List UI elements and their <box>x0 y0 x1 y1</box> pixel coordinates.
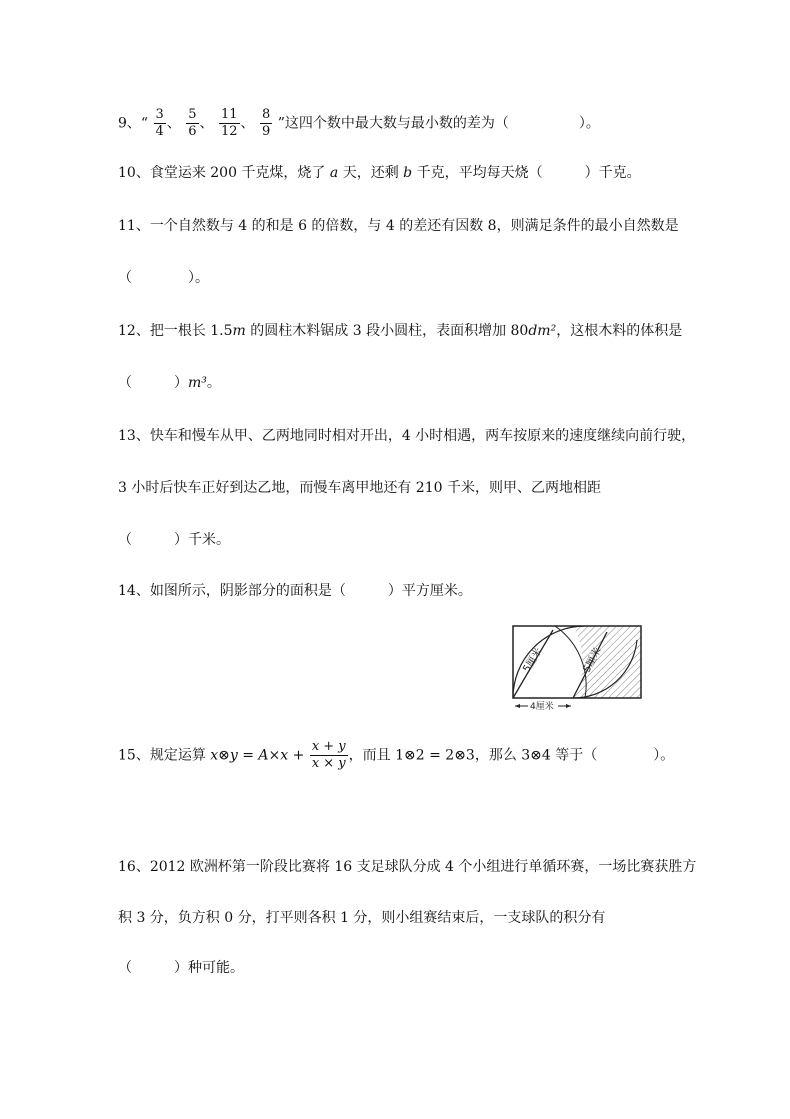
variable-a: a <box>329 165 339 181</box>
label-bottom: 4厘米 <box>530 702 554 712</box>
unit-dm2: dm² <box>528 323 557 339</box>
unit-m3: m³ <box>188 375 207 391</box>
question-15: 15、规定运算 x⊗y = A×x + $\frac{x + y}{x \times y}$ ，而且 1⊗2 = 2⊗3，那么 3⊗4 等于（ ）。 <box>118 739 675 771</box>
question-13-line1: 13、快车和慢车从甲、乙两地同时相对开出，4 小时相遇，两车按原来的速度继续向前行驶， <box>118 428 696 444</box>
question-16-line1: 16、2012 欧洲杯第一阶段比赛将 16 支足球队分成 4 个小组进行单循环赛，一场比赛获胜方 <box>118 859 697 875</box>
label-right: 5厘米 <box>581 645 604 675</box>
question-12-line2: （ ）m³。 <box>118 375 221 391</box>
fraction-11-12: $\frac{11}{12}$ <box>221 107 238 139</box>
question-9: 9、“ $\frac{3}{4}$ 、 $\frac{5}{6}$ 、 $\frac{11}{12}$ 、 $\frac{8}{9}$ ”这四个数中最大数与最小数的差为（ ）。 <box>118 107 600 139</box>
unit-meter: m <box>232 323 246 339</box>
question-13-line3: （ ）千米。 <box>118 532 230 548</box>
fraction-5-6: $\frac{5}{6}$ <box>188 107 197 139</box>
question-11-line1: 11、一个自然数与 4 的和是 6 的倍数，与 4 的差还有因数 8，则满足条件的最小自然数是 <box>118 218 679 234</box>
q14-figure <box>495 620 650 720</box>
variable-b: b <box>403 165 413 181</box>
question-14: 14、如图所示，阴影部分的面积是（ ）平方厘米。 <box>118 583 472 599</box>
q15-fraction: $\frac{x + y}{x \times y}$ <box>311 739 346 771</box>
question-11-line2: （ ）。 <box>118 270 209 286</box>
q15-formula-lhs: x⊗y = A×x + <box>210 747 305 764</box>
question-12-line1: 12、把一根长 1.5m 的圆柱木料锯成 3 段小圆柱，表面积增加 80dm²，这根木料的体积是 <box>118 323 683 339</box>
question-16-line2: 积 3 分，负方积 0 分，打平则各积 1 分，则小组赛结束后，一支球队的积分有 <box>118 910 606 926</box>
label-left: 5厘米 <box>521 646 545 675</box>
question-10: 10、食堂运来 200 千克煤，烧了 a 天，还剩 b 千克，平均每天烧（ ）千克。 <box>118 165 641 181</box>
question-16-line3: （ ）种可能。 <box>118 960 244 976</box>
fraction-3-4: $\frac{3}{4}$ <box>155 107 164 139</box>
q9-suffix: ”这四个数中最大数与最小数的差为（ ）。 <box>277 115 600 132</box>
fraction-8-9: $\frac{8}{9}$ <box>262 107 271 139</box>
q9-prefix: 9、“ <box>118 115 149 132</box>
question-13-line2: 3 小时后快车正好到达乙地，而慢车离甲地还有 210 千米，则甲、乙两地相距 <box>118 480 601 496</box>
